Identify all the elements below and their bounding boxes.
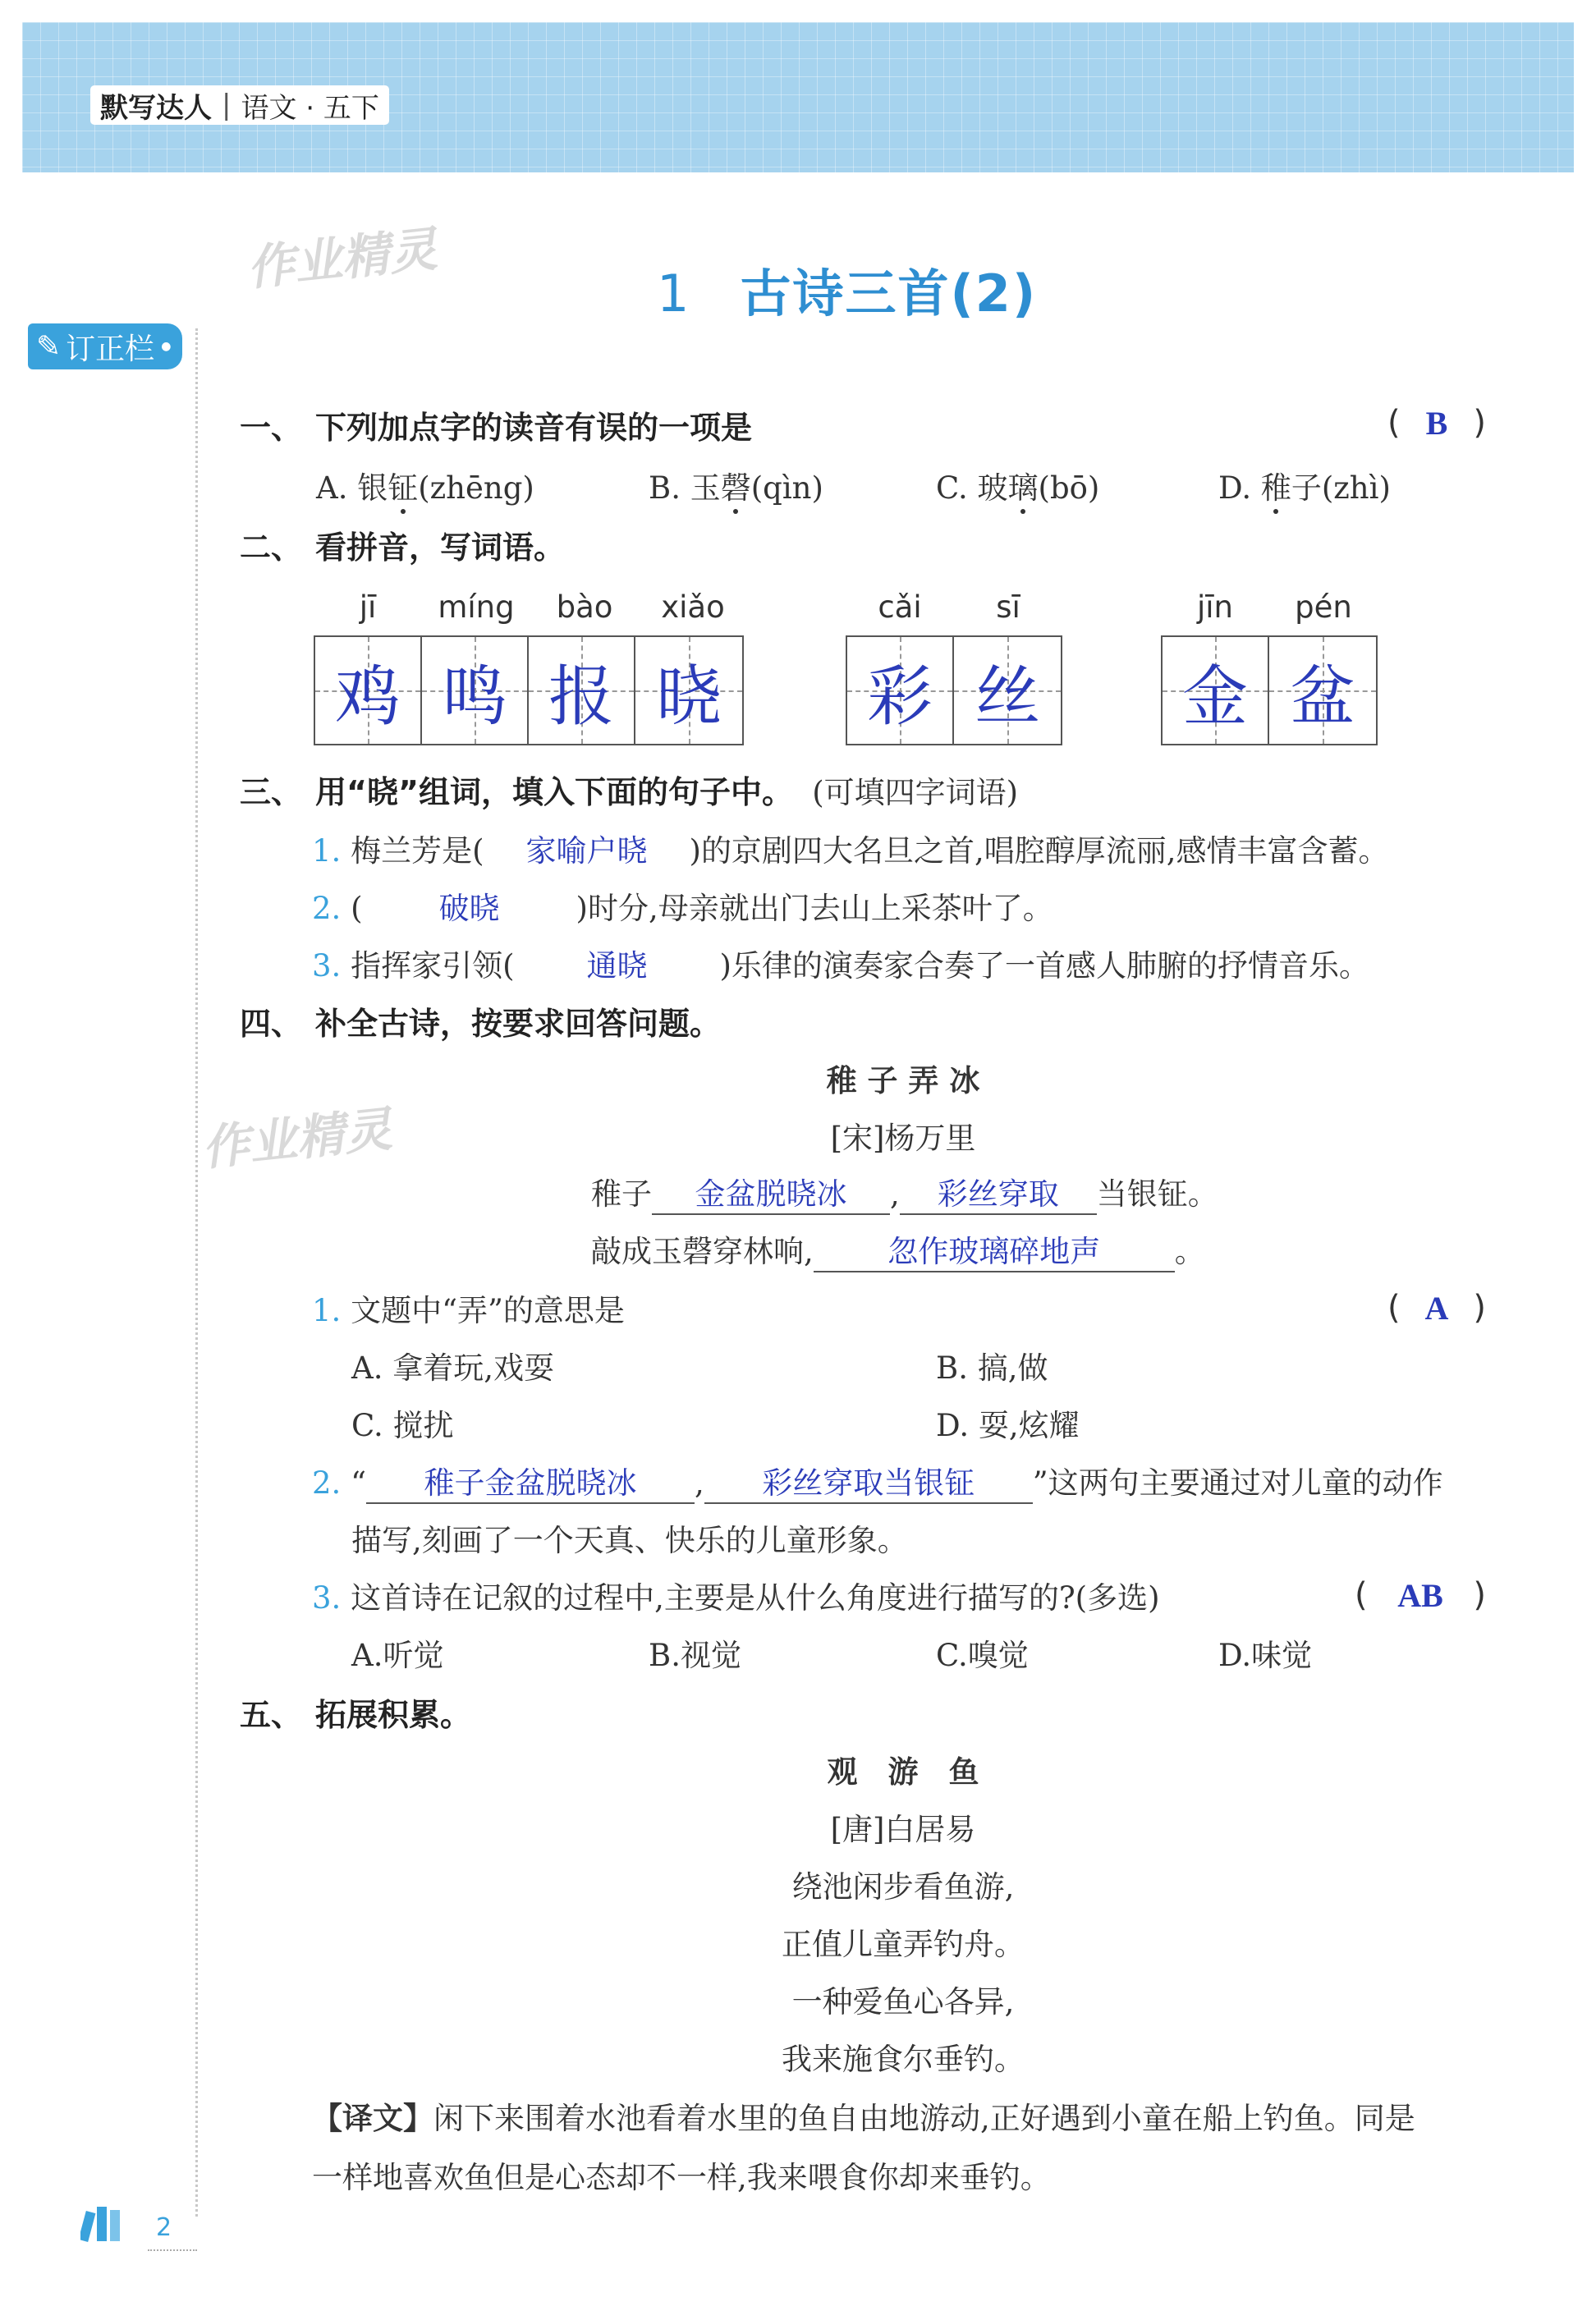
brand-label [90, 85, 389, 125]
poem-line: 绕池闲步看鱼游, [791, 1869, 1015, 1905]
brand-name: 默写达人 [100, 91, 212, 125]
char-cell: 丝 [954, 637, 1061, 744]
margin-divider [195, 328, 198, 2217]
poem-title: 观 游 鱼 [827, 1754, 979, 1790]
brand-separator: | [222, 89, 232, 122]
watermark: 作业精灵 [199, 1101, 395, 1176]
fill-sentence-2: 2. ( 破晓 )时分,母亲就出门去山上采茶叶了。 [312, 883, 1053, 928]
correction-column-tab: ✎ 订正栏 ● [28, 323, 182, 369]
pinyin: xiǎo [661, 589, 725, 625]
lesson-title: 古诗三首(2) [740, 264, 1038, 323]
poem-line-1: 稚子 金盆脱晓冰 , 彩丝穿取 当银钲。 [591, 1169, 1218, 1215]
subject-label: 语文 · 五下 [241, 91, 379, 125]
poem-line-2: 敲成玉磬穿林响, 忽作玻璃碎地声 。 [591, 1226, 1205, 1272]
translation-line-1: 【译文】闲下来围着水池看着水里的鱼自由地游动,正好遇到小童在船上钓鱼。同是 [312, 2100, 1415, 2136]
option: A. 拿着玩,戏耍 [351, 1350, 555, 1386]
answer-bracket: ( B ) [1387, 404, 1486, 442]
section-2-heading: 二、 看拼音，写词语。 [240, 530, 566, 566]
option: C.嗅觉 [936, 1638, 1029, 1673]
char-cell: 报 [529, 637, 635, 744]
section-5-heading: 五、 拓展积累。 [240, 1697, 472, 1733]
pinyin: sī [996, 589, 1020, 625]
question-4-2: 2. “ 稚子金盆脱晓冰 , 彩丝穿取当银钲 ”这两句主要通过对儿童的动作 [312, 1458, 1443, 1504]
pinyin-row-3 [1161, 589, 1378, 625]
footer-divider [148, 2249, 197, 2251]
pinyin: jī [359, 589, 377, 625]
pinyin-row-2 [846, 589, 1062, 625]
page-title [657, 253, 1037, 326]
answer-blank: 彩丝穿取当银钲 [704, 1458, 1033, 1504]
question-4-1-answer: A [1424, 1290, 1449, 1327]
poem-line: 正值儿童弄钓舟。 [782, 1927, 1025, 1962]
section-3-heading: 三、 用“晓”组词，填入下面的句子中。 (可填四字词语) [240, 774, 1019, 810]
tianzige-grid-1 [314, 635, 744, 745]
poem-title: 稚 子 弄 冰 [826, 1062, 980, 1098]
tianzige-grid-2 [846, 635, 1062, 745]
translation-line-2: 一样地喜欢鱼但是心态却不一样,我来喂食你却来垂钓。 [312, 2160, 1051, 2195]
answer-bracket: ( AB ) [1355, 1576, 1486, 1614]
section-1-answer: B [1425, 405, 1448, 442]
answer-blank: 稚子金盆脱晓冰 [366, 1458, 695, 1504]
poem-author: [宋]杨万里 [830, 1121, 976, 1156]
question-4-1: 1. 文题中“弄”的意思是 [312, 1293, 625, 1328]
pinyin: míng [438, 589, 515, 625]
fill-sentence-1: 1. 梅兰芳是( 家喻户晓 )的京剧四大名旦之首,唱腔醇厚流丽,感情丰富含蓄。 [312, 826, 1388, 870]
option: C. 搅扰 [351, 1408, 454, 1443]
pinyin: pén [1295, 589, 1352, 625]
answer-text: 破晓 [438, 891, 500, 926]
option-c: C. 玻璃(bō) [936, 470, 1100, 506]
answer-text: 通晓 [586, 948, 648, 983]
poem-blank: 彩丝穿取 [900, 1169, 1097, 1215]
section-4-heading: 四、 补全古诗，按要求回答问题。 [240, 1006, 722, 1042]
char-cell: 盆 [1269, 637, 1376, 744]
question-4-2-line-2: 描写,刻画了一个天真、快乐的儿童形象。 [351, 1523, 908, 1558]
answer-bracket: ( A ) [1387, 1289, 1486, 1327]
correction-column-label: 订正栏 [66, 332, 155, 366]
section-1-heading: 一、 下列加点字的读音有误的一项是 [240, 410, 753, 446]
question-4-3: 3. 这首诗在记叙的过程中,主要是从什么角度进行描写的?(多选) [312, 1580, 1160, 1616]
question-4-3-answer: AB [1397, 1577, 1443, 1614]
option: D. 耍,炫耀 [936, 1408, 1080, 1443]
tianzige-grid-3 [1161, 635, 1378, 745]
option-d: D. 稚子(zhì) [1218, 470, 1391, 506]
option: D.味觉 [1218, 1638, 1313, 1673]
poem-blank: 忽作玻璃碎地声 [814, 1226, 1175, 1272]
option: B.视觉 [649, 1638, 741, 1673]
section-3-note: (可填四字词语) [812, 775, 1019, 810]
option: A.听觉 [351, 1638, 444, 1673]
pinyin: cǎi [878, 589, 922, 625]
poem-blank: 金盆脱晓冰 [652, 1169, 890, 1215]
option: B. 搞,做 [936, 1350, 1048, 1386]
books-icon [80, 2202, 138, 2246]
answer-text: 家喻户晓 [525, 833, 648, 869]
watermark: 作业精灵 [244, 221, 440, 296]
pinyin: jīn [1196, 589, 1233, 625]
fill-sentence-3: 3. 指挥家引领( 通晓 )乐律的演奏家合奏了一首感人肺腑的抒情音乐。 [312, 941, 1369, 985]
poem-line: 我来施食尔垂钓。 [782, 2042, 1025, 2077]
char-cell: 金 [1163, 637, 1269, 744]
page-number: 2 [156, 2213, 172, 2242]
lesson-number: 1 [657, 264, 691, 323]
poem-author: [唐]白居易 [830, 1812, 976, 1847]
option-b: B. 玉磬(qìn) [649, 470, 823, 506]
pinyin: bào [556, 589, 613, 625]
char-cell: 晓 [635, 637, 742, 744]
char-cell: 彩 [847, 637, 954, 744]
translation-label: 【译文】 [312, 2100, 433, 2136]
option-a: A. 银钲(zhēng) [316, 470, 534, 506]
poem-line: 一种爱鱼心各异, [791, 1984, 1015, 2020]
char-cell: 鸡 [315, 637, 422, 744]
pencil-icon: ✎ [36, 329, 62, 364]
pinyin-row-1 [314, 589, 747, 625]
char-cell: 鸣 [422, 637, 529, 744]
